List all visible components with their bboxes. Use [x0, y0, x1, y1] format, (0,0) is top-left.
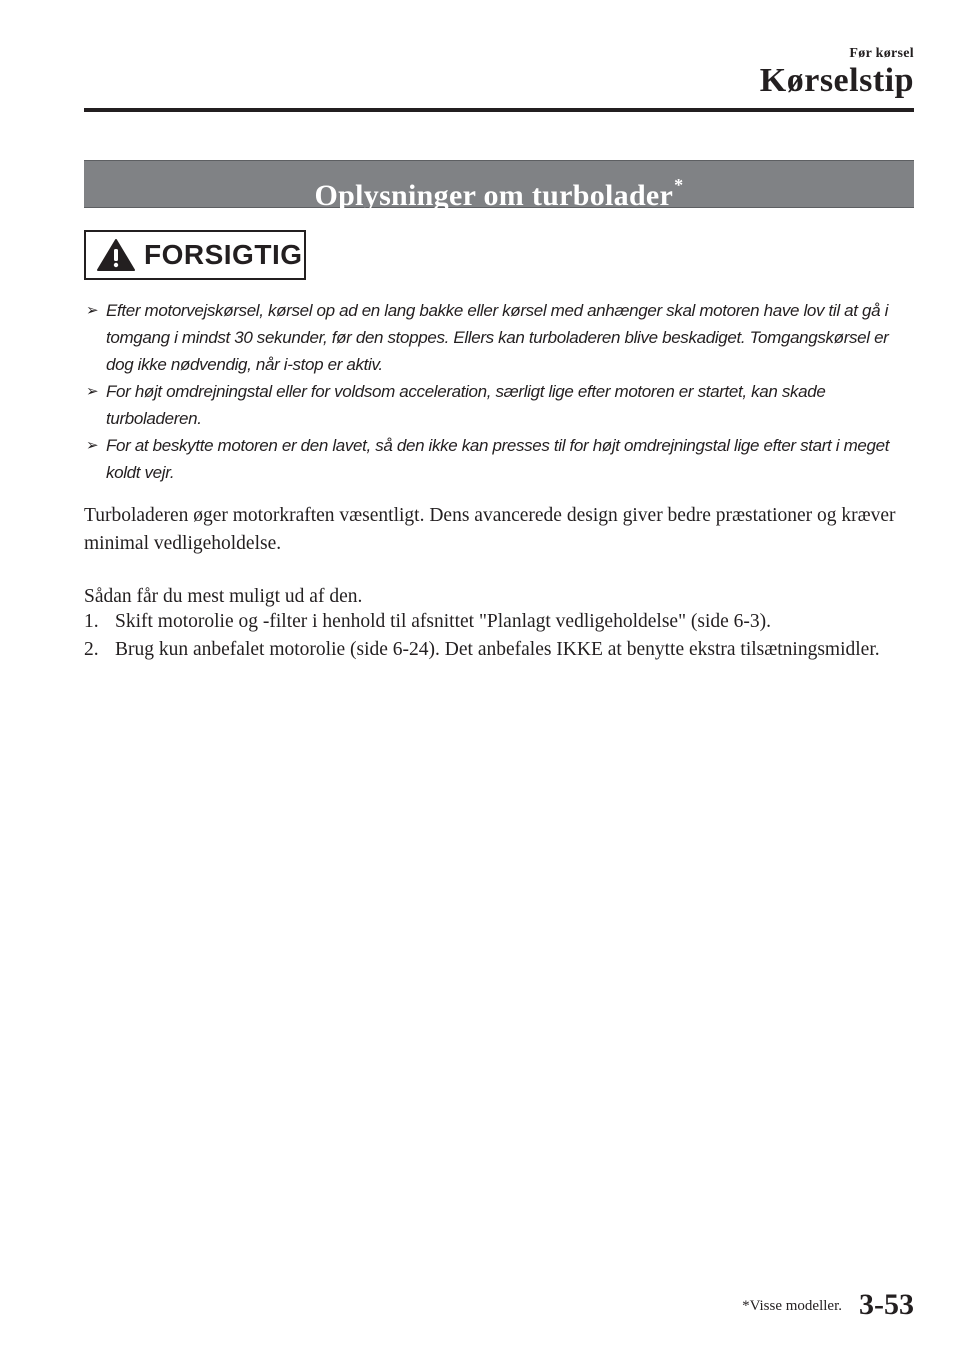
caution-item — [86, 432, 916, 486]
steps-list — [84, 608, 924, 663]
caution-item — [86, 378, 916, 432]
chapter-label: Før kørsel — [849, 46, 914, 61]
footnote: *Visse modeller. — [742, 1298, 842, 1314]
caution-box — [84, 230, 306, 280]
step-item — [84, 608, 924, 636]
footnote-asterisk: * — [674, 175, 684, 195]
arrow-bullet-icon: ➢ — [86, 437, 99, 454]
lead-paragraph: Sådan får du mest muligt ud af den. — [84, 586, 363, 607]
intro-paragraph: Turboladeren øger motorkraften væsentligt. Dens avancerede design giver bedre præstationer og kræver minimal vedligeholdelse. — [84, 505, 896, 554]
caution-item-text: Efter motorvejskørsel, kørsel op ad en lang bakke eller kørsel med anhænger skal motoren have lov til at gå i tomgang i mindst 30 sekunder, før den stoppes. Ellers kan turboladeren blive beskadiget. Tomgangskørsel er dog ikke nødvendig, når i-stop er aktiv. — [106, 301, 889, 374]
caution-item — [86, 297, 916, 378]
banner-title: Oplysninger om turbolader* — [314, 175, 684, 212]
page-number: 3-53 — [859, 1288, 914, 1321]
warning-triangle-icon — [96, 238, 136, 272]
section-banner — [84, 160, 914, 212]
arrow-bullet-icon: ➢ — [86, 302, 99, 319]
section-title: Kørselstip — [759, 62, 914, 99]
caution-item-text: For at beskytte motoren er den lavet, så den ikke kan presses til for højt omdrejningstal lige efter start i meget koldt vejr. — [106, 436, 890, 482]
step-number: 1. — [84, 611, 99, 632]
caution-list — [86, 297, 916, 486]
caution-label: FORSIGTIG — [144, 239, 303, 270]
step-text: Brug kun anbefalet motorolie (side 6-24). Det anbefales IKKE at benytte ekstra tilsætningsmidler. — [115, 638, 880, 660]
header-rule — [84, 108, 914, 112]
arrow-bullet-icon: ➢ — [86, 383, 99, 400]
step-number: 2. — [84, 638, 99, 660]
step-item — [84, 636, 924, 664]
step-text: Skift motorolie og -filter i henhold til afsnittet "Planlagt vedligeholdelse" (side 6-3). — [115, 611, 772, 632]
caution-item-text: For højt omdrejningstal eller for voldsom acceleration, særligt lige efter motoren er startet, kan skade turboladeren. — [106, 382, 826, 428]
